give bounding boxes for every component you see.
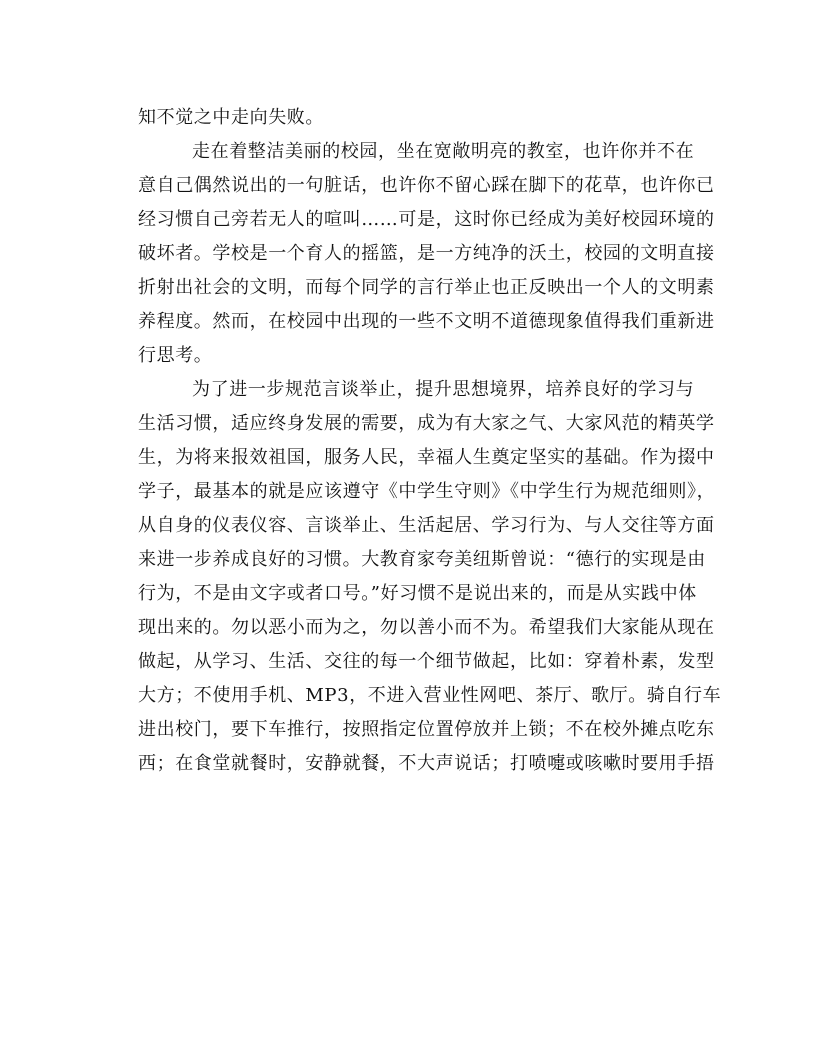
text-line: 做起，从学习、生活、交往的每一个细节做起，比如：穿着朴素，发型	[138, 651, 715, 672]
text-line: 生，为将来报效祖国，服务人民，幸福人生奠定坚实的基础。作为掇中	[138, 447, 715, 468]
text-line: 大方；不使用手机、MP3，不进入营业性网吧、茶厅、歌厅。骑自行车	[138, 685, 722, 706]
text-line: 从自身的仪表仪容、言谈举止、生活起居、学习行为、与人交往等方面	[138, 515, 715, 536]
text-line: 知不觉之中走向失败。	[138, 107, 324, 128]
paragraph-start-line: 为了进一步规范言谈举止，提升思想境界，培养良好的学习与	[192, 379, 695, 400]
text-line: 行思考。	[138, 345, 213, 366]
text-line: 进出校门，要下车推行，按照指定位置停放并上锁；不在校外摊点吃东	[138, 719, 715, 740]
text-line: 折射出社会的文明，而每个同学的言行举止也正反映出一个人的文明素	[138, 277, 715, 298]
text-line: 来进一步养成良好的习惯。大教育家夸美纽斯曾说：“德行的实现是由	[138, 549, 706, 570]
text-line: 破坏者。学校是一个育人的摇篮，是一方纯净的沃土，校园的文明直接	[138, 243, 715, 264]
text-line: 行为，不是由文字或者口号。”好习惯不是说出来的，而是从实践中体	[138, 583, 697, 604]
text-line: 现出来的。勿以恶小而为之，勿以善小而不为。希望我们大家能从现在	[138, 617, 715, 638]
text-line: 西；在食堂就餐时，安静就餐，不大声说话；打喷嚏或咳嗽时要用手捂	[138, 753, 715, 774]
text-line: 养程度。然而，在校园中出现的一些不文明不道德现象值得我们重新进	[138, 311, 715, 332]
text-line: 生活习惯，适应终身发展的需要，成为有大家之气、大家风范的精英学	[138, 413, 715, 434]
paragraph-start-line: 走在着整洁美丽的校园，坐在宽敞明亮的教室，也许你并不在	[192, 141, 695, 162]
text-line: 学子，最基本的就是应该遵守《中学生守则》《中学生行为规范细则》，	[138, 481, 716, 502]
text-line: 经习惯自己旁若无人的喧叫……可是，这时你已经成为美好校园环境的	[138, 209, 715, 230]
text-line: 意自己偶然说出的一句脏话，也许你不留心踩在脚下的花草，也许你已	[138, 175, 715, 196]
